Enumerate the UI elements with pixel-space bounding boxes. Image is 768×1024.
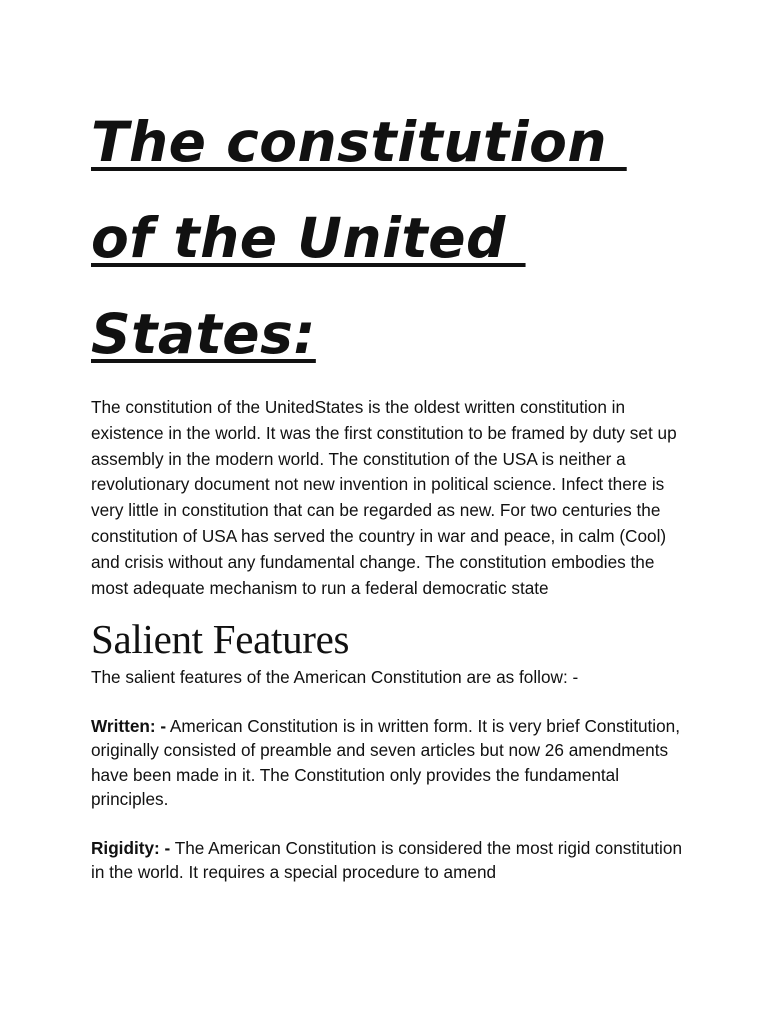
feature-text: American Constitution is in written form. It is very brief Constitution, originally consisted of preamble and seven articles but now 26 amendments have been made in it. The Constitution only provides the fundamental principles. — [91, 715, 681, 810]
feature-term: Written: - — [91, 715, 167, 736]
feature-term: Rigidity: - — [91, 837, 171, 858]
title-line-1: The constitution — [91, 110, 627, 174]
title-line-3: States: — [91, 302, 316, 366]
section-lead: The salient features of the American Constitution are as follow: - — [91, 667, 579, 688]
feature-written — [91, 714, 691, 812]
document-title — [91, 0, 691, 382]
document-page — [91, 0, 691, 885]
intro-paragraph: The constitution of the UnitedStates is the oldest written constitution in existence in the world. It was the first constitution to be framed by duty set up assembly in the modern world. The constitution of the USA is neither a revolutionary document not new invention in political science. Infect there is very little in constitution that can be regarded as new. For two centuries the constitution of USA has served the country in war and peace, in calm (Cool) and crisis without any fundamental change. The constitution embodies the most adequate mechanism to run a federal democratic state — [91, 397, 677, 598]
title-line-2: of the United — [91, 206, 526, 270]
feature-text: The American Constitution is considered the most rigid constitution in the world. It requires a special procedure to amend — [91, 837, 682, 883]
feature-rigidity — [91, 836, 691, 885]
section-heading: Salient Features — [91, 616, 350, 663]
